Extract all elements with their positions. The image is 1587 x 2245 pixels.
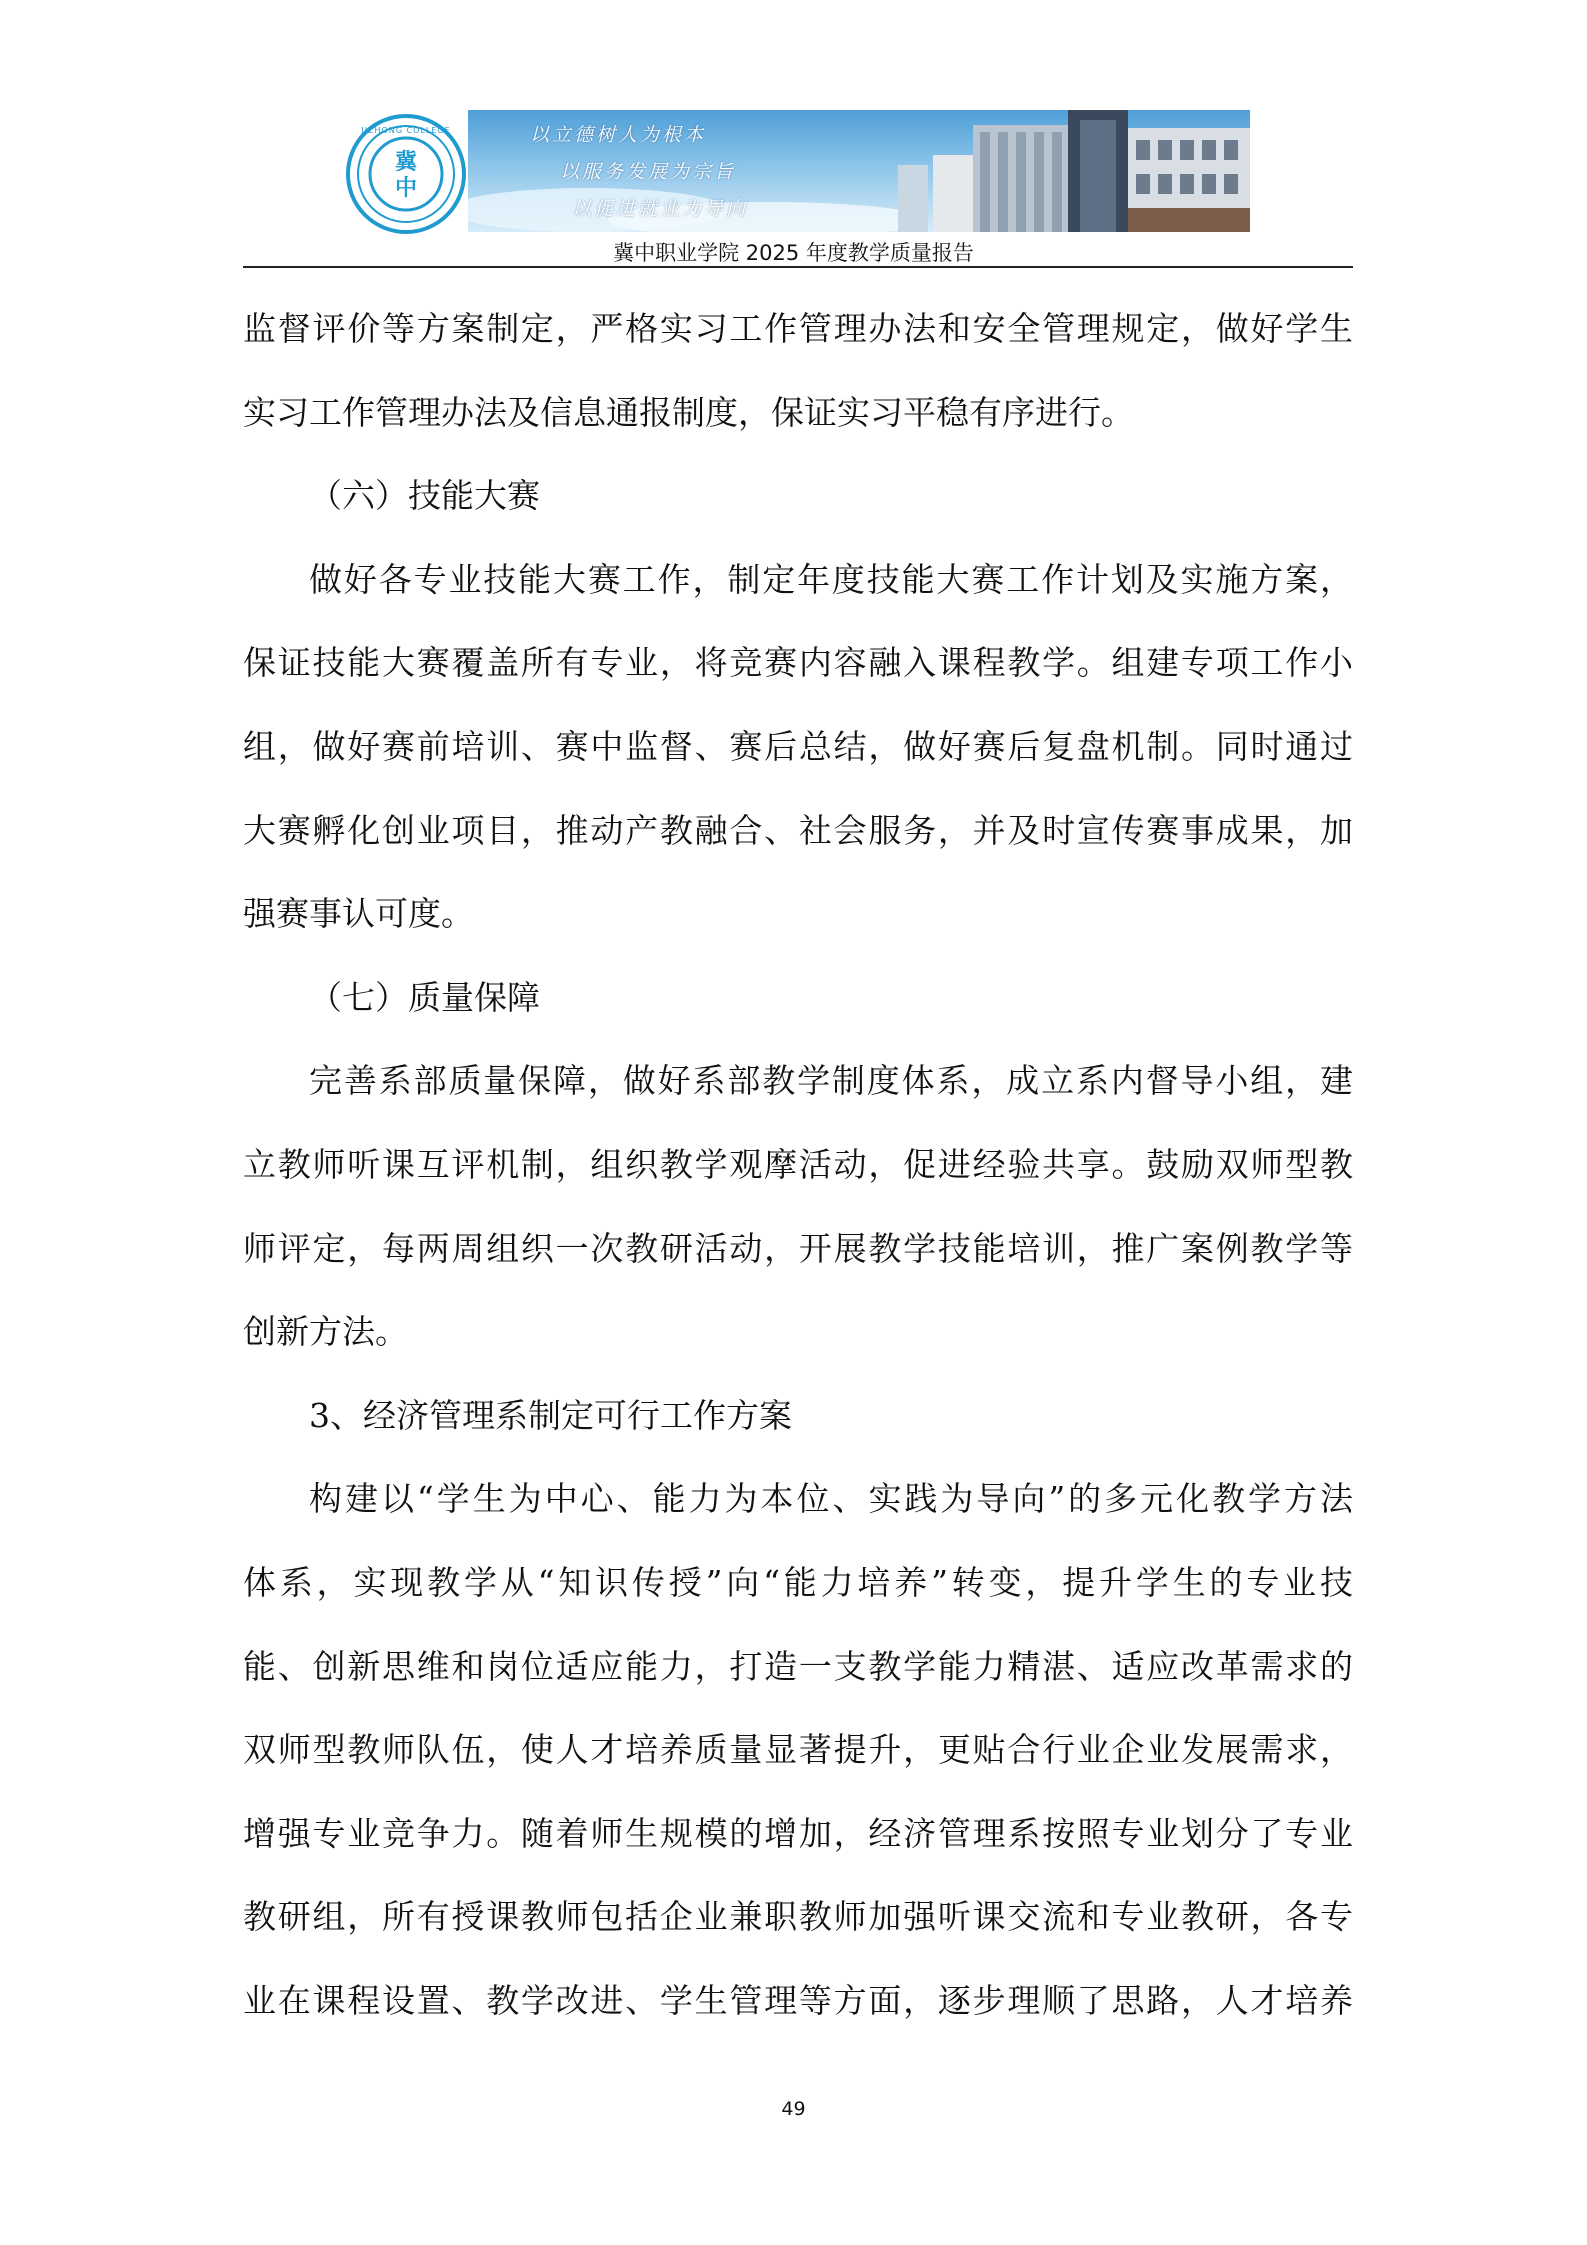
- text-line: 强赛事认可度。: [243, 894, 474, 934]
- text-line: 大赛孵化创业项目，推动产教融合、社会服务，并及时宣传赛事成果，加: [243, 810, 1353, 850]
- report-title: 冀中职业学院 2025 年度教学质量报告: [613, 241, 974, 265]
- svg-text:冀: 冀: [394, 150, 418, 175]
- text-line: 构建以“学生为中心、能力为本位、实践为导向”的多元化教学方法: [309, 1479, 1353, 1519]
- text-line: 能、创新思维和岗位适应能力，打造一支教学能力精湛、适应改革需求的: [243, 1646, 1353, 1686]
- text-line: 实习工作管理办法及信息通报制度，保证实习平稳有序进行。: [243, 392, 1134, 432]
- text-line: 保证技能大赛覆盖所有专业，将竞赛内容融入课程教学。组建专项工作小: [243, 643, 1353, 683]
- header-divider: [243, 266, 1353, 268]
- svg-text:JIZHONG COLLEGE: JIZHONG COLLEGE: [361, 126, 451, 135]
- text-line: 体系，实现教学从“知识传授”向“能力培养”转变，提升学生的专业技: [243, 1562, 1353, 1602]
- campus-photo: [468, 110, 1250, 232]
- text-line: 业在课程设置、教学改进、学生管理等方面，逐步理顺了思路，人才培养: [243, 1980, 1353, 2020]
- text-line: 完善系部质量保障，做好系部教学制度体系，成立系内督导小组，建: [309, 1061, 1353, 1101]
- section-heading: （六）技能大赛: [309, 476, 540, 516]
- section-heading: （七）质量保障: [309, 977, 540, 1017]
- page-number: 49: [781, 2098, 806, 2120]
- text-line: 立教师听课互评机制，组织教学观摩活动，促进经验共享。鼓励双师型教: [243, 1144, 1353, 1184]
- text-line: 教研组，所有授课教师包括企业兼职教师加强听课交流和专业教研，各专: [243, 1897, 1353, 1937]
- text-line: 师评定，每两周组织一次教研活动，开展教学技能培训，推广案例教学等: [243, 1228, 1353, 1268]
- college-logo: [345, 113, 467, 235]
- header-banner: [345, 110, 1250, 235]
- text-line: 创新方法。: [243, 1312, 408, 1352]
- document-body: [243, 287, 1353, 2042]
- text-line: 监督评价等方案制定，严格实习工作管理办法和安全管理规定，做好学生: [243, 309, 1353, 348]
- svg-text:中: 中: [394, 176, 418, 201]
- section-heading: 3、经济管理系制定可行工作方案: [309, 1395, 792, 1435]
- motto-line-2: 以服务发展为宗旨: [560, 161, 737, 183]
- text-line: 双师型教师队伍，使人才培养质量显著提升，更贴合行业企业发展需求，: [243, 1730, 1353, 1770]
- motto-line-3: 以促进就业为导向: [572, 198, 749, 220]
- motto-line-1: 以立德树人为根本: [530, 124, 707, 146]
- text-line: 做好各专业技能大赛工作，制定年度技能大赛工作计划及实施方案，: [309, 559, 1353, 599]
- text-line: 增强专业竞争力。随着师生规模的增加，经济管理系按照专业划分了专业: [243, 1813, 1353, 1853]
- text-line: 组，做好赛前培训、赛中监督、赛后总结，做好赛后复盘机制。同时通过: [243, 726, 1353, 766]
